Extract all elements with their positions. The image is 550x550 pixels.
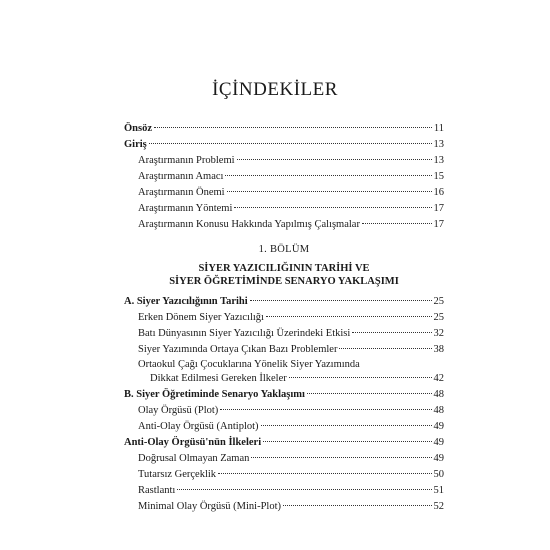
toc-entry-label: A. Siyer Yazıcılığının Tarihi — [124, 296, 248, 307]
toc-entry — [124, 451, 444, 467]
dot-leader — [261, 425, 432, 426]
toc-entry-page: 50 — [433, 469, 444, 480]
dot-leader — [220, 409, 431, 410]
toc-entry-page: 13 — [433, 155, 444, 166]
toc-entry — [124, 137, 444, 153]
toc-entry-label: Rastlantı — [138, 485, 176, 496]
dot-leader — [362, 223, 432, 224]
toc-entry-page: 11 — [433, 123, 444, 134]
page-title: İÇİNDEKİLER — [212, 78, 338, 100]
dot-leader — [227, 191, 432, 192]
chapter-number: 1. BÖLÜM — [258, 244, 310, 255]
toc-chapter-entries — [124, 294, 444, 515]
toc-entry — [124, 358, 444, 371]
toc-entry — [124, 326, 444, 342]
dot-leader — [149, 143, 432, 144]
toc-entry — [124, 169, 444, 185]
toc-entry — [124, 310, 444, 326]
toc-entry-label: Araştırmanın Problemi — [138, 155, 235, 166]
dot-leader — [225, 175, 431, 176]
toc-entry-label: Tutarsız Gerçeklik — [138, 469, 217, 480]
toc-entry-page: 17 — [433, 203, 444, 214]
toc-entry-label: Önsöz — [124, 123, 153, 134]
toc-entry-label: Batı Dünyasının Siyer Yazıcılığı Üzerindeki Etkisi — [138, 328, 351, 339]
dot-leader — [307, 393, 432, 394]
dot-leader — [234, 207, 431, 208]
toc-entry-page: 42 — [433, 373, 444, 384]
toc-entry-page: 25 — [433, 296, 444, 307]
toc-entry-label: Ortaokul Çağı Çocuklarına Yönelik Siyer Yazımında — [138, 359, 360, 370]
dot-leader — [251, 457, 431, 458]
toc-entry — [124, 185, 444, 201]
dot-leader — [218, 473, 431, 474]
toc-entry-page: 49 — [433, 437, 444, 448]
toc-entry — [124, 419, 444, 435]
toc-entry-label: Olay Örgüsü (Plot) — [138, 405, 219, 416]
toc-front-matter — [124, 121, 444, 233]
toc-entry — [124, 201, 444, 217]
chapter-title-line-2: SİYER ÖĞRETİMİNDE SENARYO YAKLAŞIMI — [169, 276, 399, 287]
toc-entry-page: 38 — [433, 344, 444, 355]
toc-entry-label: Araştırmanın Önemi — [138, 187, 225, 198]
chapter-title-line-1: SİYER YAZICILIĞININ TARİHİ VE — [198, 263, 370, 274]
table-of-contents — [124, 121, 444, 515]
toc-entry-label: Araştırmanın Yöntemi — [138, 203, 233, 214]
toc-entry — [124, 342, 444, 358]
dot-leader — [250, 300, 432, 301]
toc-entry — [124, 371, 444, 387]
dot-leader — [177, 489, 431, 490]
dot-leader — [154, 127, 432, 128]
toc-entry-label: B. Siyer Öğretiminde Senaryo Yaklaşımı — [124, 389, 305, 400]
toc-entry — [124, 435, 444, 451]
toc-entry-page: 48 — [433, 389, 444, 400]
chapter-title — [124, 262, 444, 288]
toc-entry-page: 48 — [433, 405, 444, 416]
dot-leader — [289, 377, 432, 378]
toc-entry-page: 15 — [433, 171, 444, 182]
toc-entry-label: Dikkat Edilmesi Gereken İlkeler — [150, 373, 287, 384]
toc-entry-page: 13 — [433, 139, 444, 150]
dot-leader — [352, 332, 431, 333]
toc-entry — [124, 403, 444, 419]
dot-leader — [263, 441, 431, 442]
toc-entry — [124, 217, 444, 233]
toc-entry — [124, 153, 444, 169]
toc-entry-page: 25 — [433, 312, 444, 323]
toc-entry-label: Araştırmanın Amacı — [138, 171, 224, 182]
toc-entry — [124, 387, 444, 403]
dot-leader — [339, 348, 431, 349]
toc-entry-page: 49 — [433, 421, 444, 432]
toc-entry — [124, 499, 444, 515]
toc-entry-page: 51 — [433, 485, 444, 496]
toc-entry — [124, 483, 444, 499]
toc-entry-page: 17 — [433, 219, 444, 230]
toc-entry-label: Anti-Olay Örgüsü'nün İlkeleri — [124, 437, 262, 448]
dot-leader — [266, 316, 432, 317]
toc-entry-label: Araştırmanın Konusu Hakkında Yapılmış Çalışmalar — [138, 219, 360, 230]
toc-entry-label: Erken Dönem Siyer Yazıcılığı — [138, 312, 264, 323]
toc-entry — [124, 294, 444, 310]
dot-leader — [237, 159, 432, 160]
toc-entry — [124, 121, 444, 137]
toc-entry-page: 49 — [433, 453, 444, 464]
toc-entry-page: 32 — [433, 328, 444, 339]
toc-entry-label: Anti-Olay Örgüsü (Antiplot) — [138, 421, 259, 432]
dot-leader — [283, 505, 431, 506]
toc-entry-label: Siyer Yazımında Ortaya Çıkan Bazı Problemler — [138, 344, 338, 355]
toc-entry-label: Minimal Olay Örgüsü (Mini-Plot) — [138, 501, 282, 512]
toc-entry-label: Giriş — [124, 139, 147, 150]
toc-entry-page: 52 — [433, 501, 444, 512]
toc-entry — [124, 467, 444, 483]
toc-entry-label: Doğrusal Olmayan Zaman — [138, 453, 250, 464]
toc-entry-page: 16 — [433, 187, 444, 198]
